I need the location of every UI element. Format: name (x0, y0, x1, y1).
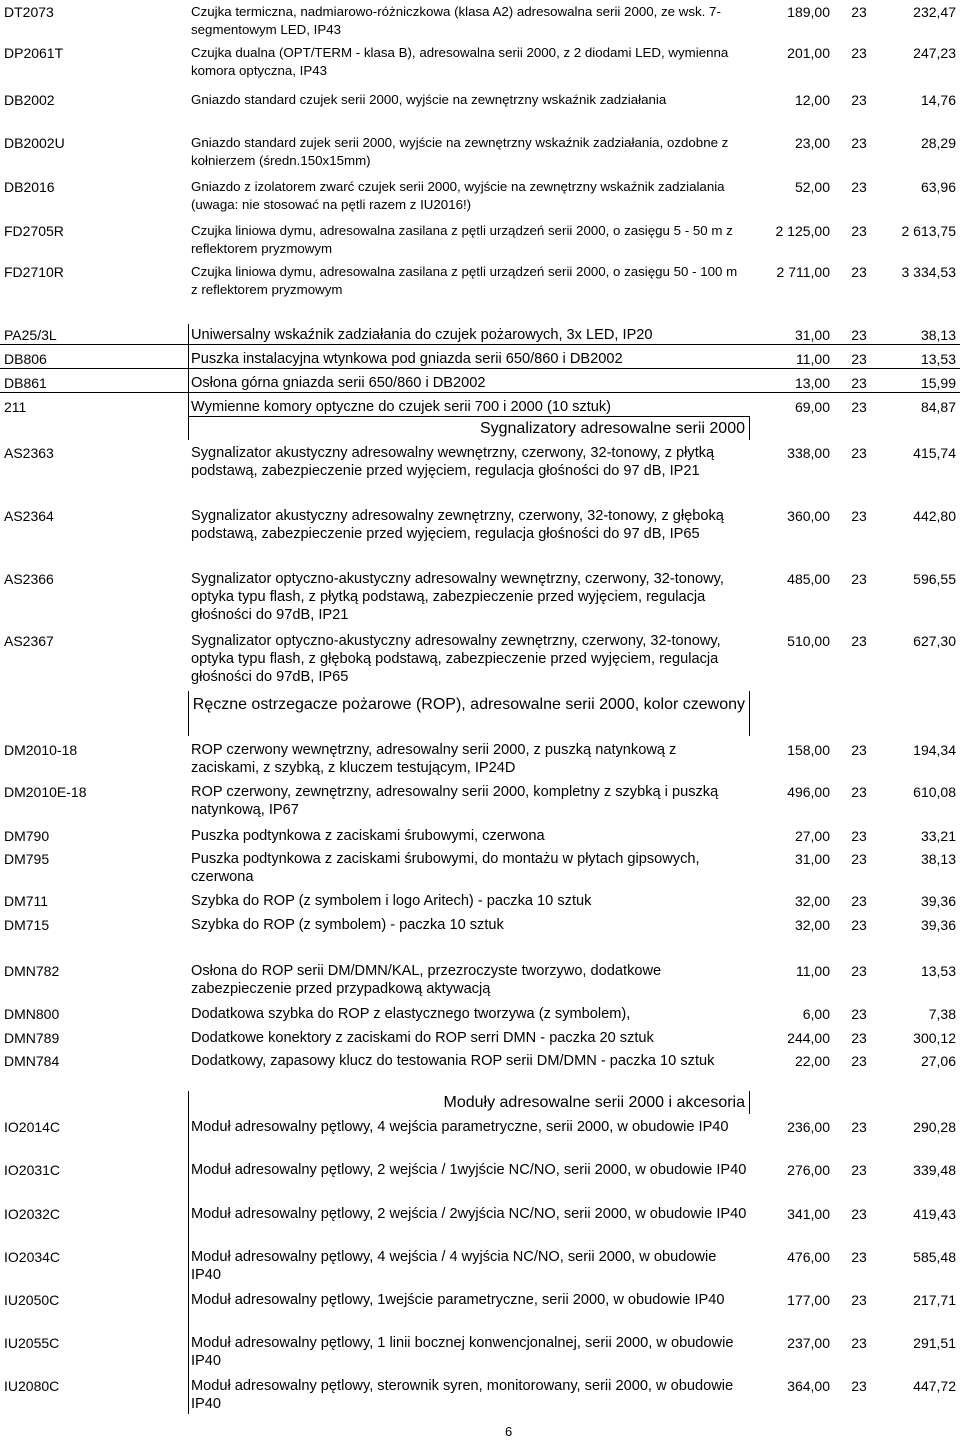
product-description: Czujka liniowa dymu, adresowalna zasilana z pętli urządzeń serii 2000, o zasięgu 5 - 50 m z reflektorem pryzmowym (191, 223, 733, 256)
product-code: DMN789 (4, 1030, 60, 1046)
vat-rate: 23 (851, 1119, 867, 1135)
product-code: AS2367 (4, 633, 54, 649)
vat-rate: 23 (851, 784, 867, 800)
vat-rate: 23 (851, 1053, 867, 1069)
net-price: 2 125,00 (775, 223, 830, 239)
net-price: 276,00 (787, 1162, 830, 1178)
net-price: 2 711,00 (776, 264, 830, 280)
product-description: Szybka do ROP (z symbolem) - paczka 10 sztuk (191, 917, 504, 933)
product-code: DB861 (4, 375, 47, 391)
product-code: DB2002U (4, 135, 65, 151)
vat-rate: 23 (851, 92, 867, 108)
product-code: DMN782 (4, 963, 60, 979)
net-price: 496,00 (787, 784, 830, 800)
gross-price: 585,48 (913, 1249, 956, 1265)
vat-rate: 23 (851, 1162, 867, 1178)
net-price: 6,00 (802, 1006, 830, 1022)
vat-rate: 23 (851, 264, 867, 280)
gross-price: 13,53 (920, 351, 956, 367)
gross-price: 33,21 (920, 828, 956, 844)
gross-price: 27,06 (920, 1053, 956, 1069)
product-code: DM2010E-18 (4, 784, 87, 800)
product-code: DB806 (4, 351, 47, 367)
vat-rate: 23 (851, 571, 867, 587)
vat-rate: 23 (851, 508, 867, 524)
net-price: 201,00 (787, 45, 830, 61)
gross-price: 291,51 (913, 1335, 956, 1351)
vat-rate: 23 (851, 1378, 867, 1394)
net-price: 31,00 (794, 327, 830, 343)
net-price: 52,00 (794, 179, 830, 195)
gross-price: 2 613,75 (901, 223, 956, 239)
product-code: DT2073 (4, 4, 54, 20)
section-heading: Sygnalizatory adresowalne serii 2000 (479, 420, 745, 437)
gross-price: 63,96 (920, 179, 956, 195)
vat-rate: 23 (851, 223, 867, 239)
product-description: ROP czerwony, zewnętrzny, adresowalny serii 2000, kompletny z szybką i puszką natynkową, IP67 (191, 784, 719, 818)
gross-price: 194,34 (913, 742, 956, 758)
net-price: 338,00 (787, 445, 830, 461)
product-code: IO2032C (4, 1206, 61, 1222)
product-code: DM711 (4, 893, 49, 909)
product-description: Moduł adresowalny pętlowy, 4 wejścia / 4 wyjścia NC/NO, serii 2000, w obudowie IP40 (191, 1249, 717, 1283)
net-price: 485,00 (787, 571, 830, 587)
vat-rate: 23 (851, 4, 867, 20)
product-code: DB2016 (4, 179, 55, 195)
net-price: 364,00 (787, 1378, 830, 1394)
net-price: 11,00 (796, 351, 830, 367)
vat-rate: 23 (851, 327, 867, 343)
gross-price: 247,23 (913, 45, 956, 61)
table-rule (188, 416, 189, 440)
product-description: Uniwersalny wskaźnik zadziałania do czujek pożarowych, 3x LED, IP20 (191, 327, 653, 343)
vat-rate: 23 (851, 1249, 867, 1265)
gross-price: 300,12 (913, 1030, 956, 1046)
product-description: Dodatkowe konektory z zaciskami do ROP serri DMN - paczka 20 sztuk (191, 1030, 654, 1046)
table-rule (188, 691, 189, 736)
gross-price: 38,13 (920, 327, 956, 343)
net-price: 237,00 (787, 1335, 830, 1351)
product-description: Moduł adresowalny pętlowy, 4 wejścia parametryczne, serii 2000, w obudowie IP40 (191, 1119, 729, 1135)
product-code: DM2010-18 (4, 742, 78, 758)
net-price: 476,00 (787, 1249, 830, 1265)
vat-rate: 23 (851, 851, 867, 867)
vat-rate: 23 (851, 1206, 867, 1222)
table-rule (0, 392, 960, 393)
table-rule (188, 1091, 189, 1114)
vat-rate: 23 (851, 963, 867, 979)
gross-price: 447,72 (913, 1378, 956, 1394)
table-rule (749, 416, 750, 440)
gross-price: 14,76 (920, 92, 956, 108)
product-code: AS2364 (4, 508, 54, 524)
vat-rate: 23 (851, 893, 867, 909)
product-description: Dodatkowy, zapasowy klucz do testowania ROP serii DM/DMN - paczka 10 sztuk (191, 1053, 715, 1069)
section-heading: Moduły adresowalne serii 2000 i akcesoria (443, 1094, 745, 1111)
product-code: 211 (4, 399, 27, 415)
product-code: IO2034C (4, 1249, 61, 1265)
table-rule (0, 368, 960, 369)
product-description: Moduł adresowalny pętlowy, 1wejście parametryczne, serii 2000, w obudowie IP40 (191, 1292, 725, 1308)
product-description: Wymienne komory optyczne do czujek serii 700 i 2000 (10 sztuk) (191, 399, 612, 415)
net-price: 244,00 (787, 1030, 830, 1046)
product-description: Gniazdo standard czujek serii 2000, wyjście na zewnętrzny wskaźnik zadziałania (191, 92, 667, 107)
product-description: Puszka podtynkowa z zaciskami śrubowymi, do montażu w płytach gipsowych, czerwona (191, 851, 700, 885)
gross-price: 419,43 (913, 1206, 956, 1222)
gross-price: 415,74 (913, 445, 956, 461)
product-description: Gniazdo z izolatorem zwarć czujek serii 2000, wyjście na zewnętrzny wskaźnik zadzialania (uwaga: nie stosować na pętli razem z IU2016!) (191, 179, 725, 212)
vat-rate: 23 (851, 351, 867, 367)
vat-rate: 23 (851, 445, 867, 461)
product-code: DMN784 (4, 1053, 60, 1069)
product-code: DB2002 (4, 92, 55, 108)
product-description: Moduł adresowalny pętlowy, sterownik syren, monitorowany, serii 2000, w obudowie IP40 (191, 1378, 734, 1412)
product-code: DM715 (4, 917, 50, 933)
net-price: 32,00 (794, 917, 830, 933)
vat-rate: 23 (851, 1335, 867, 1351)
product-description: Szybka do ROP (z symbolem i logo Aritech) - paczka 10 sztuk (191, 893, 592, 909)
gross-price: 610,08 (913, 784, 956, 800)
gross-price: 339,48 (913, 1162, 956, 1178)
net-price: 360,00 (787, 508, 830, 524)
product-code: IU2055C (4, 1335, 60, 1351)
vat-rate: 23 (851, 375, 867, 391)
product-description: Sygnalizator optyczno-akustyczny adresowalny wewnętrzny, czerwony, 32-tonowy, optyka typu flash, z płytką podstawą, zabezpieczenie przed wyjęciem, regulacja głośności do 97dB, IP21 (191, 571, 724, 623)
product-description: Sygnalizator akustyczny adresowalny wewnętrzny, czerwony, 32-tonowy, z płytką podstawą, zabezpieczenie przed wyjęciem, regulacja głośności do 97 dB, IP21 (191, 445, 715, 479)
product-code: DM790 (4, 828, 50, 844)
product-code: FD2705R (4, 223, 64, 239)
section-heading: Ręczne ostrzegacze pożarowe (ROP), adresowalne serii 2000, kolor czewony (192, 696, 745, 713)
net-price: 69,00 (794, 399, 830, 415)
table-rule (188, 1114, 189, 1414)
net-price: 31,00 (794, 851, 830, 867)
product-description: Moduł adresowalny pętlowy, 1 linii bocznej konwencjonalnej, serii 2000, w obudowie IP40 (191, 1335, 734, 1369)
product-code: FD2710R (4, 264, 64, 280)
product-description: Gniazdo standard zujek serii 2000, wyjście na zewnętrzny wskaźnik zadziałania, ozdobne z kołnierzem (średn.150x15mm) (191, 135, 729, 168)
gross-price: 596,55 (913, 571, 956, 587)
product-description: Dodatkowa szybka do ROP z elastycznego tworzywa (z symbolem), (191, 1006, 631, 1022)
product-description: Sygnalizator optyczno-akustyczny adresowalny zewnętrzny, czerwony, 32-tonowy, optyka typu flash, z głęboką podstawą, zabezpieczenie przed wyjęciem, regulacja głośności do 97dB, IP65 (191, 633, 721, 685)
product-code: DM795 (4, 851, 50, 867)
product-code: IU2080C (4, 1378, 60, 1394)
product-code: DMN800 (4, 1006, 60, 1022)
gross-price: 217,71 (913, 1292, 956, 1308)
table-rule (749, 1091, 750, 1114)
net-price: 189,00 (787, 4, 830, 20)
product-code: IU2050C (4, 1292, 60, 1308)
product-description: Osłona górna gniazda serii 650/860 i DB2002 (191, 375, 486, 391)
net-price: 32,00 (794, 893, 830, 909)
vat-rate: 23 (851, 1006, 867, 1022)
table-rule (188, 416, 750, 417)
vat-rate: 23 (851, 1030, 867, 1046)
product-description: Czujka termiczna, nadmiarowo-różniczkowa (klasa A2) adresowalna serii 2000, ze wsk. 7-segmentowym LED, IP43 (191, 4, 721, 37)
table-rule (0, 344, 960, 345)
vat-rate: 23 (851, 45, 867, 61)
product-description: Puszka podtynkowa z zaciskami śrubowymi, czerwona (191, 828, 545, 844)
gross-price: 39,36 (920, 917, 956, 933)
gross-price: 39,36 (920, 893, 956, 909)
vat-rate: 23 (851, 179, 867, 195)
vat-rate: 23 (851, 633, 867, 649)
gross-price: 7,38 (928, 1006, 956, 1022)
vat-rate: 23 (851, 1292, 867, 1308)
product-code: AS2363 (4, 445, 54, 461)
product-description: Sygnalizator akustyczny adresowalny zewnętrzny, czerwony, 32-tonowy, z głęboką podstawą, zabezpieczenie przed wyjęciem, regulacja głośności do 97 dB, IP65 (191, 508, 724, 542)
net-price: 158,00 (787, 742, 830, 758)
net-price: 23,00 (794, 135, 830, 151)
net-price: 177,00 (787, 1292, 830, 1308)
product-description: Czujka dualna (OPT/TERM - klasa B), adresowalna serii 2000, z 2 diodami LED, wymienna komora optyczna, IP43 (191, 45, 729, 78)
product-description: Moduł adresowalny pętlowy, 2 wejścia / 2wyjścia NC/NO, serii 2000, w obudowie IP40 (191, 1206, 747, 1222)
net-price: 11,00 (796, 963, 830, 979)
gross-price: 627,30 (913, 633, 956, 649)
net-price: 27,00 (794, 828, 830, 844)
gross-price: 28,29 (920, 135, 956, 151)
gross-price: 15,99 (920, 375, 956, 391)
product-code: PA25/3L (4, 327, 57, 343)
net-price: 236,00 (787, 1119, 830, 1135)
page-number: 6 (505, 1424, 513, 1439)
vat-rate: 23 (851, 917, 867, 933)
product-description: Osłona do ROP serii DM/DMN/KAL, przezroczyste tworzywo, dodatkowe zabezpieczenie przed przypadkową aktywacją (191, 963, 662, 997)
net-price: 13,00 (794, 375, 830, 391)
vat-rate: 23 (851, 742, 867, 758)
product-description: ROP czerwony wewnętrzny, adresowalny serii 2000, z puszką natynkową z zaciskami, z szybką, z kluczem testującym, IP24D (191, 742, 677, 776)
vat-rate: 23 (851, 135, 867, 151)
gross-price: 84,87 (920, 399, 956, 415)
net-price: 12,00 (794, 92, 830, 108)
gross-price: 3 334,53 (901, 264, 956, 280)
gross-price: 13,53 (920, 963, 956, 979)
net-price: 341,00 (787, 1206, 830, 1222)
product-description: Czujka liniowa dymu, adresowalna zasilana z pętli urządzeń serii 2000, o zasięgu 50 - 100 m z reflektorem pryzmowym (191, 264, 738, 297)
table-rule (749, 691, 750, 736)
gross-price: 232,47 (913, 4, 956, 20)
gross-price: 38,13 (920, 851, 956, 867)
net-price: 510,00 (787, 633, 830, 649)
product-code: IO2031C (4, 1162, 61, 1178)
table-rule (188, 324, 189, 416)
net-price: 22,00 (794, 1053, 830, 1069)
vat-rate: 23 (851, 828, 867, 844)
product-code: DP2061T (4, 45, 64, 61)
product-code: AS2366 (4, 571, 54, 587)
gross-price: 290,28 (913, 1119, 956, 1135)
product-description: Moduł adresowalny pętlowy, 2 wejścia / 1wyjście NC/NO, serii 2000, w obudowie IP40 (191, 1162, 747, 1178)
product-description: Puszka instalacyjna wtynkowa pod gniazda serii 650/860 i DB2002 (191, 351, 623, 367)
product-code: IO2014C (4, 1119, 61, 1135)
gross-price: 442,80 (913, 508, 956, 524)
vat-rate: 23 (851, 399, 867, 415)
